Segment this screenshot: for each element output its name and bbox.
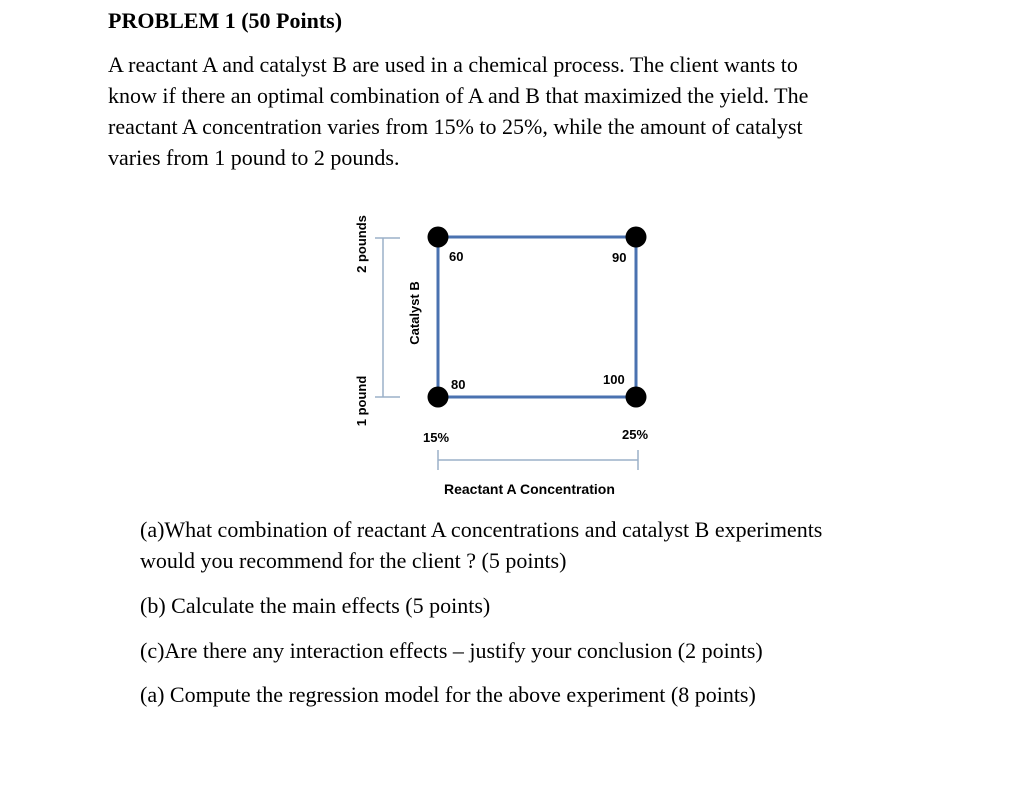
x-low-label: 15%	[423, 430, 450, 445]
yield-label-bottom-right: 100	[603, 372, 625, 387]
design-point-bottom-right	[626, 387, 647, 408]
question-a-line: (a)What combination of reactant A concentrations and catalyst B experiments	[140, 517, 823, 542]
statement-line: A reactant A and catalyst B are used in a chemical process. The client wants to	[108, 52, 798, 77]
x-high-label: 25%	[622, 427, 649, 442]
design-point-bottom-left	[428, 387, 449, 408]
design-point-top-right	[626, 227, 647, 248]
x-axis-title: Reactant A Concentration	[444, 481, 615, 497]
question-a-line: would you recommend for the client ? (5 points)	[140, 548, 567, 573]
y-low-label: 1 pound	[354, 375, 369, 427]
question-d: (a) Compute the regression model for the above experiment (8 points)	[140, 682, 756, 707]
statement-line: varies from 1 pound to 2 pounds.	[108, 145, 400, 170]
y-high-label: 2 pounds	[354, 215, 369, 273]
y-axis-title: Catalyst B	[407, 281, 422, 345]
question-b: (b) Calculate the main effects (5 points)	[140, 593, 491, 618]
statement-line: know if there an optimal combination of A and B that maximized the yield. The	[108, 83, 809, 108]
statement-line: reactant A concentration varies from 15% to 25%, while the amount of catalyst	[108, 114, 803, 139]
yield-label-top-right: 90	[612, 250, 627, 265]
yield-label-bottom-left: 80	[451, 377, 466, 392]
problem-title: PROBLEM 1 (50 Points)	[108, 8, 343, 33]
question-c: (c)Are there any interaction effects – justify your conclusion (2 points)	[140, 638, 763, 663]
design-point-top-left	[428, 227, 449, 248]
yield-label-top-left: 60	[449, 249, 464, 264]
question-a	[140, 514, 822, 576]
